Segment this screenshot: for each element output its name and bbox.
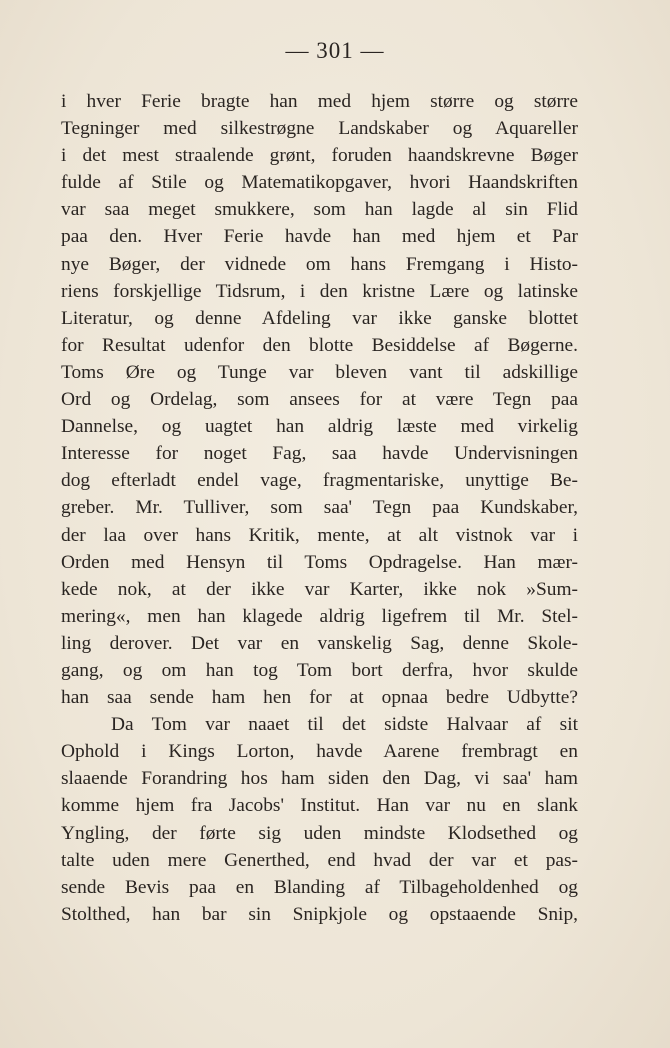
text-line: talte uden mere Generthed, end hvad der var et pas- xyxy=(61,849,578,871)
text-line: for Resultat udenfor den blotte Besiddelse af Bøgerne. xyxy=(61,334,578,356)
body-text xyxy=(61,88,578,928)
page-number: — 301 — xyxy=(285,38,385,63)
text-line: dog efterladt endel vage, fragmentariske, unyttige Be- xyxy=(61,470,578,492)
text-line: fulde af Stile og Matematikopgaver, hvori Haandskriften xyxy=(61,172,578,194)
text-line: slaaende Forandring hos ham siden den Dag, vi saa' ham xyxy=(61,768,578,790)
text-line: mering«, men han klagede aldrig ligefrem til Mr. Stel- xyxy=(61,605,578,627)
text-line: der laa over hans Kritik, mente, at alt vistnok var i xyxy=(61,524,578,546)
text-line: paa den. Hver Ferie havde han med hjem et Par xyxy=(61,226,578,248)
text-line: Ophold i Kings Lorton, havde Aarene frembragt en xyxy=(61,741,578,763)
text-line: Stolthed, han bar sin Snipkjole og opstaaende Snip, xyxy=(61,903,578,925)
text-line: Da Tom var naaet til det sidste Halvaar af sit xyxy=(111,714,578,736)
text-line: Interesse for noget Fag, saa havde Undervisningen xyxy=(61,443,578,465)
text-line: i hver Ferie bragte han med hjem større og større xyxy=(61,91,578,112)
text-line: komme hjem fra Jacobs' Institut. Han var nu en slank xyxy=(61,795,578,817)
text-line: ling derover. Det var en vanskelig Sag, denne Skole- xyxy=(61,632,578,654)
text-line: Toms Øre og Tunge var bleven vant til adskillige xyxy=(61,361,578,383)
text-line: gang, og om han tog Tom bort derfra, hvor skulde xyxy=(61,659,578,681)
text-line: Orden med Hensyn til Toms Opdragelse. Han mær- xyxy=(61,551,578,573)
text-line: Yngling, der førte sig uden mindste Klodsethed og xyxy=(61,822,578,844)
text-line: var saa meget smukkere, som han lagde al sin Flid xyxy=(61,199,578,221)
text-line: han saa sende ham hen for at opnaa bedre Udbytte? xyxy=(61,687,578,709)
text-line: Literatur, og denne Afdeling var ikke ganske blottet xyxy=(61,307,578,329)
text-line: Tegninger med silkestrøgne Landskaber og Aquareller xyxy=(61,118,578,140)
text-line: Ord og Ordelag, som ansees for at være Tegn paa xyxy=(61,389,578,411)
text-line: Dannelse, og uagtet han aldrig læste med virkelig xyxy=(61,416,578,438)
text-line: kede nok, at der ikke var Karter, ikke nok »Sum- xyxy=(61,578,578,600)
text-line: riens forskjellige Tidsrum, i den kristne Lære og latinske xyxy=(61,280,578,302)
text-line: i det mest straalende grønt, foruden haandskrevne Bøger xyxy=(61,145,578,167)
text-line: sende Bevis paa en Blanding af Tilbageholdenhed og xyxy=(61,876,578,898)
text-line: greber. Mr. Tulliver, som saa' Tegn paa Kundskaber, xyxy=(61,497,578,519)
text-line: nye Bøger, der vidnede om hans Fremgang i Histo- xyxy=(61,253,578,275)
